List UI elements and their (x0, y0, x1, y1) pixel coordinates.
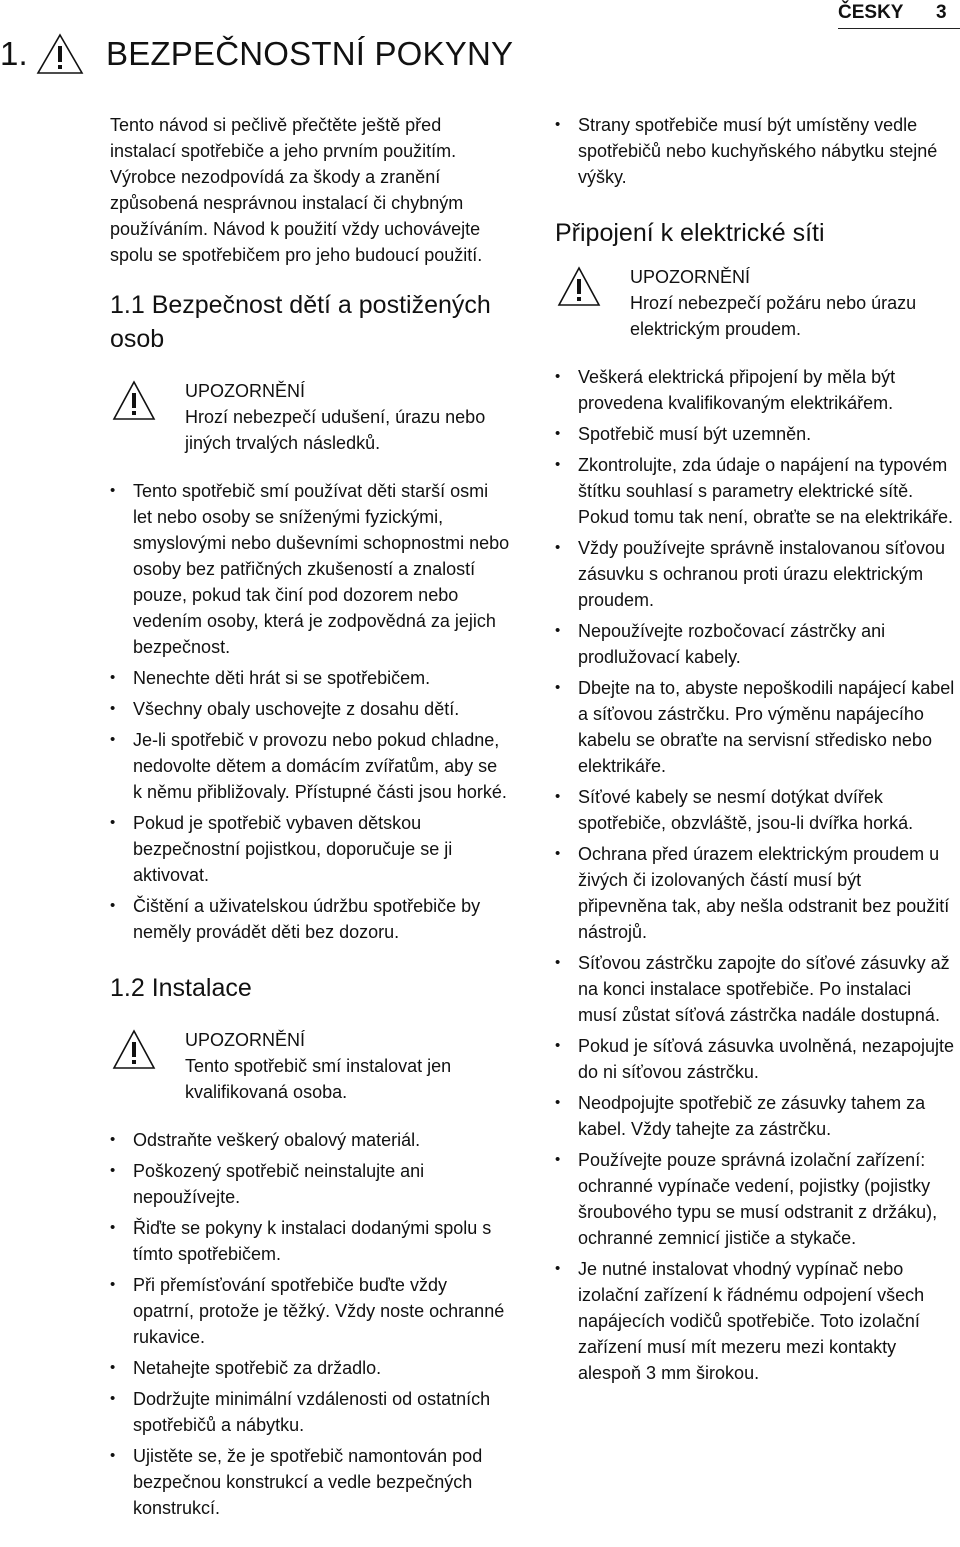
list-item: • Dbejte na to, abyste nepoškodili napájecí kabel a síťovou zástrčku. Pro výměnu napájecího kabelu se obraťte na servisní středisko nebo elektrikáře. (555, 675, 955, 779)
install-list (110, 1127, 510, 1521)
warning-title: UPOZORNĚNÍ (630, 267, 751, 287)
install-continued-list (555, 112, 955, 190)
list-item: • Řiďte se pokyny k instalaci dodanými spolu s tímto spotřebičem. (110, 1215, 510, 1267)
warning-triangle-icon (557, 266, 601, 313)
list-item: • Poškozený spotřebič neinstalujte ani nepoužívejte. (110, 1158, 510, 1210)
warning-title: UPOZORNĚNÍ (185, 1030, 306, 1050)
warning-text: Hrozí nebezpečí požáru nebo úrazu elektrickým proudem. (630, 293, 917, 339)
right-column (555, 112, 955, 1412)
list-item: • Vždy používejte správně instalovanou síťovou zásuvku s ochranou proti úrazu elektrickým proudem. (555, 535, 955, 613)
list-item: • Veškerá elektrická připojení by měla být provedena kvalifikovaným elektrikářem. (555, 364, 955, 416)
chapter-number: 1. (0, 35, 28, 72)
list-item: • Je nutné instalovat vhodný vypínač nebo izolační zařízení k řádnému odpojení všech napájecích vodičů spotřebiče. Toto izolační zařízení musí mít mezeru mezi kontakty alespoň 3 mm širokou. (555, 1256, 955, 1386)
warning-triangle-icon (112, 1029, 156, 1076)
list-item: • Čištění a uživatelskou údržbu spotřebiče by neměly provádět děti bez dozoru. (110, 893, 510, 945)
list-item: • Používejte pouze správná izolační zařízení: ochranné vypínače vedení, pojistky (pojistky šroubového typu se musí odstranit z držáku), ochranné zemnicí jističe a stykače. (555, 1147, 955, 1251)
warning-text: Hrozí nebezpečí udušení, úrazu nebo jiných trvalých následků. (185, 407, 486, 453)
warning-triangle-icon (32, 32, 88, 76)
section-title-electric: Připojení k elektrické síti (555, 219, 825, 247)
section-title-install: 1.2 Instalace (110, 974, 252, 1002)
list-item: • Síťové kabely se nesmí dotýkat dvířek spotřebiče, obzvláště, jsou-li dvířka horká. (555, 784, 955, 836)
warning-title: UPOZORNĚNÍ (185, 381, 306, 401)
list-item: • Je-li spotřebič v provozu nebo pokud chladne, nedovolte dětem a domácím zvířatům, aby se k němu přibližovaly. Přístupné části jsou horké. (110, 727, 510, 805)
list-item: • Pokud je síťová zásuvka uvolněná, nezapojujte do ni síťovou zástrčku. (555, 1033, 955, 1085)
list-item: • Tento spotřebič smí používat děti starší osmi let nebo osoby se sníženými fyzickými, smyslovými nebo duševními schopnostmi nebo osoby bez patřičných zkušeností a znalostí pouze, pokud tak činí pod dozorem nebo vedením osoby, která je zodpovědná za jejich bezpečnost. (110, 478, 510, 660)
list-item: • Spotřebič musí být uzemněn. (555, 421, 955, 447)
list-item: • Nenechte děti hrát si se spotřebičem. (110, 665, 510, 691)
chapter-title: BEZPEČNOSTNÍ POKYNY (106, 35, 514, 72)
list-item: • Neodpojujte spotřebič ze zásuvky tahem za kabel. Vždy tahejte za zástrčku. (555, 1090, 955, 1142)
warning-box-install (110, 1027, 510, 1105)
header-rule (838, 28, 960, 29)
list-item: • Ujistěte se, že je spotřebič namontován pod bezpečnou konstrukcí a vedle bezpečných konstrukcí. (110, 1443, 510, 1521)
list-item: • Při přemísťování spotřebiče buďte vždy opatrní, protože je těžký. Vždy noste ochranné rukavice. (110, 1272, 510, 1350)
left-column (110, 112, 510, 1547)
chapter-heading (0, 32, 513, 76)
list-item: • Pokud je spotřebič vybaven dětskou bezpečnostní pojistkou, doporučuje se ji aktivovat. (110, 810, 510, 888)
list-item: • Zkontrolujte, zda údaje o napájení na typovém štítku souhlasí s parametry elektrické sítě. Pokud tomu tak není, obraťte se na elektrikáře. (555, 452, 955, 530)
list-item: • Odstraňte veškerý obalový materiál. (110, 1127, 510, 1153)
header-language: ČESKY (838, 2, 904, 23)
warning-box-children (110, 378, 510, 456)
list-item: • Síťovou zástrčku zapojte do síťové zásuvky až na konci instalace spotřebiče. Po instalaci musí zůstat síťová zástrčka nadále dostupná. (555, 950, 955, 1028)
list-item: • Nepoužívejte rozbočovací zástrčky ani prodlužovací kabely. (555, 618, 955, 670)
list-item: • Všechny obaly uschovejte z dosahu dětí. (110, 696, 510, 722)
children-list (110, 478, 510, 945)
list-item: • Ochrana před úrazem elektrickým proudem u živých či izolovaných částí musí být připevněna tak, aby nešla odstranit bez použití nástrojů. (555, 841, 955, 945)
list-item: • Strany spotřebiče musí být umístěny vedle spotřebičů nebo kuchyňského nábytku stejné výšky. (555, 112, 955, 190)
list-item: • Netahejte spotřebič za držadlo. (110, 1355, 510, 1381)
warning-box-electric (555, 264, 955, 342)
intro-paragraph: Tento návod si pečlivě přečtěte ještě před instalací spotřebiče a jeho prvním použitím. Výrobce nezodpovídá za škody a zranění způsobená nesprávnou instalací či chybným používáním. Návod k použití vždy uchovávejte spolu se spotřebičem pro jeho budoucí použití. (110, 115, 483, 265)
warning-text: Tento spotřebič smí instalovat jen kvalifikovaná osoba. (185, 1056, 452, 1102)
section-title-children: 1.1 Bezpečnost dětí a postižených osob (110, 291, 491, 353)
page-number: 3 (936, 2, 947, 23)
warning-triangle-icon (112, 380, 156, 427)
electric-list (555, 364, 955, 1386)
list-item: • Dodržujte minimální vzdálenosti od ostatních spotřebičů a nábytku. (110, 1386, 510, 1438)
